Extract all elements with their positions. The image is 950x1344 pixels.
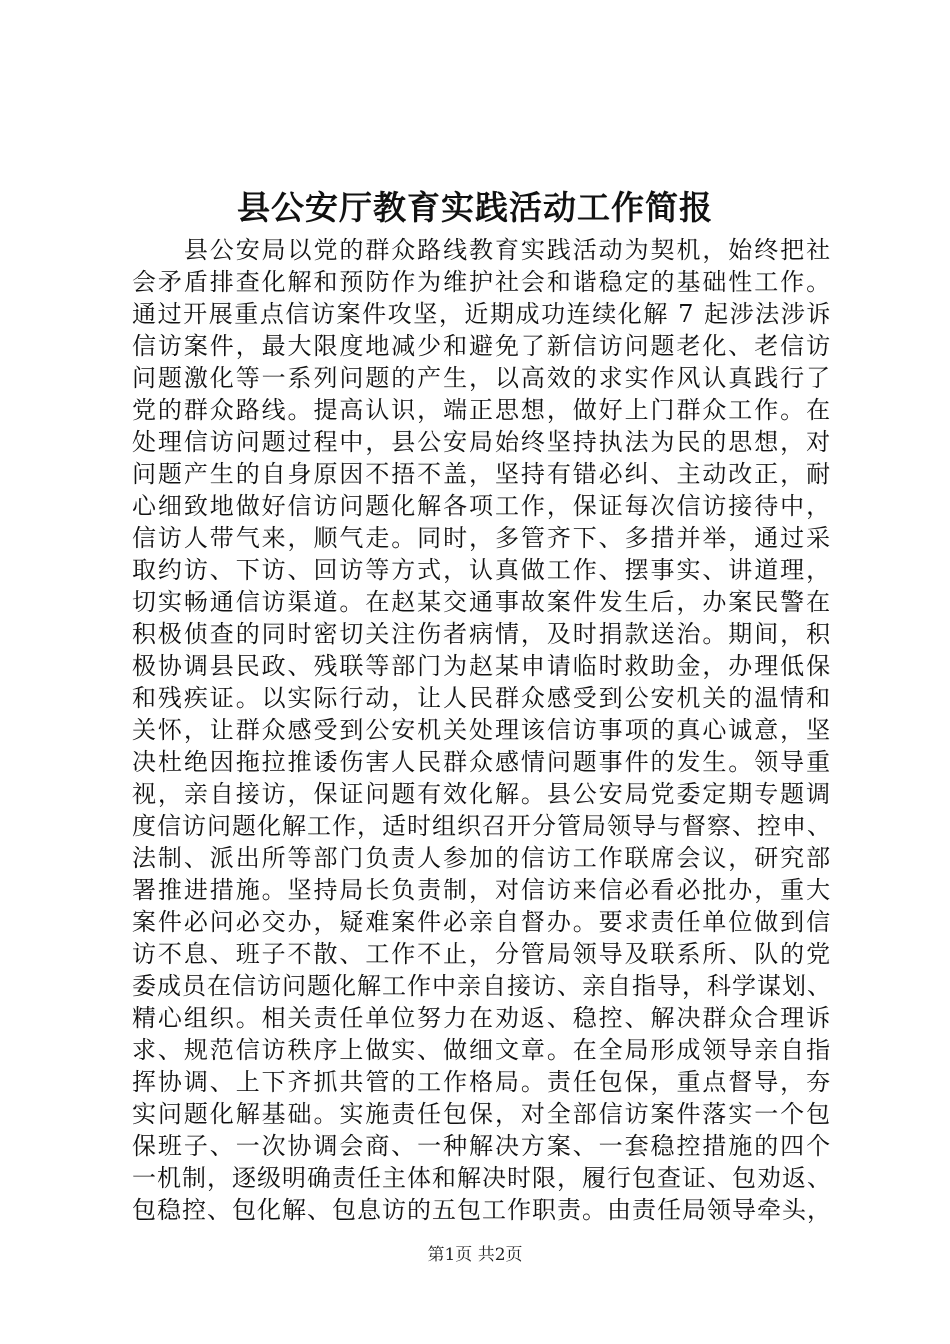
body-line: 精心组织。相关责任单位努力在劝返、稳控、解决群众合理诉: [132, 1004, 832, 1032]
body-line: 信访人带气来，顺气走。同时，多管齐下、多措并举，通过采: [132, 524, 832, 552]
body-line: 视，亲自接访，保证问题有效化解。县公安局党委定期专题调: [132, 780, 832, 808]
body-line: 问题激化等一系列问题的产生，以高效的求实作风认真践行了: [132, 364, 832, 392]
body-line: 积极侦查的同时密切关注伤者病情，及时捐款送治。期间，积: [132, 620, 832, 648]
body-line: 问题产生的自身原因不捂不盖，坚持有错必纠、主动改正，耐: [132, 460, 832, 488]
body-line: 和残疾证。以实际行动，让人民群众感受到公安机关的温情和: [132, 684, 832, 712]
body-line: 决杜绝因拖拉推诿伤害人民群众感情问题事件的发生。领导重: [132, 748, 832, 776]
body-line: 心细致地做好信访问题化解各项工作，保证每次信访接待中，: [132, 492, 832, 520]
document-body: [132, 234, 832, 1226]
body-line: 案件必问必交办，疑难案件必亲自督办。要求责任单位做到信: [132, 908, 832, 936]
body-line: 取约访、下访、回访等方式，认真做工作、摆事实、讲道理，: [132, 556, 832, 584]
body-line: 访不息、班子不散、工作不止，分管局领导及联系所、队的党: [132, 940, 832, 968]
body-line: 署推进措施。坚持局长负责制，对信访来信必看必批办，重大: [132, 876, 832, 904]
body-line: 极协调县民政、残联等部门为赵某申请临时救助金，办理低保: [132, 652, 832, 680]
body-line: 法制、派出所等部门负责人参加的信访工作联席会议，研究部: [132, 844, 832, 872]
body-line: 保班子、一次协调会商、一种解决方案、一套稳控措施的四个: [132, 1132, 832, 1160]
body-line: 一机制，逐级明确责任主体和解决时限，履行包查证、包劝返、: [132, 1164, 832, 1192]
body-line: 包稳控、包化解、包息访的五包工作职责。由责任局领导牵头，: [132, 1196, 832, 1224]
body-line: 县公安局以党的群众路线教育实践活动为契机，始终把社: [132, 236, 832, 264]
body-line: 委成员在信访问题化解工作中亲自接访、亲自指导，科学谋划、: [132, 972, 832, 1000]
document-title: 县公安厅教育实践活动工作简报: [237, 188, 713, 227]
body-line: 会矛盾排查化解和预防作为维护社会和谐稳定的基础性工作。: [132, 268, 832, 296]
body-line: 切实畅通信访渠道。在赵某交通事故案件发生后，办案民警在: [132, 588, 832, 616]
body-line: 求、规范信访秩序上做实、做细文章。在全局形成领导亲自指: [132, 1036, 832, 1064]
page-footer: 第1页 共2页: [427, 1245, 523, 1265]
body-line: 通过开展重点信访案件攻坚，近期成功连续化解 7 起涉法涉诉: [132, 300, 832, 328]
body-line: 实问题化解基础。实施责任包保，对全部信访案件落实一个包: [132, 1100, 832, 1128]
body-line: 挥协调、上下齐抓共管的工作格局。责任包保，重点督导，夯: [132, 1068, 832, 1096]
body-line: 处理信访问题过程中，县公安局始终坚持执法为民的思想，对: [132, 428, 832, 456]
body-line: 信访案件，最大限度地减少和避免了新信访问题老化、老信访: [132, 332, 832, 360]
body-line: 度信访问题化解工作，适时组织召开分管局领导与督察、控申、: [132, 812, 832, 840]
body-line: 党的群众路线。提高认识，端正思想，做好上门群众工作。在: [132, 396, 832, 424]
body-line: 关怀，让群众感受到公安机关处理该信访事项的真心诚意，坚: [132, 716, 832, 744]
